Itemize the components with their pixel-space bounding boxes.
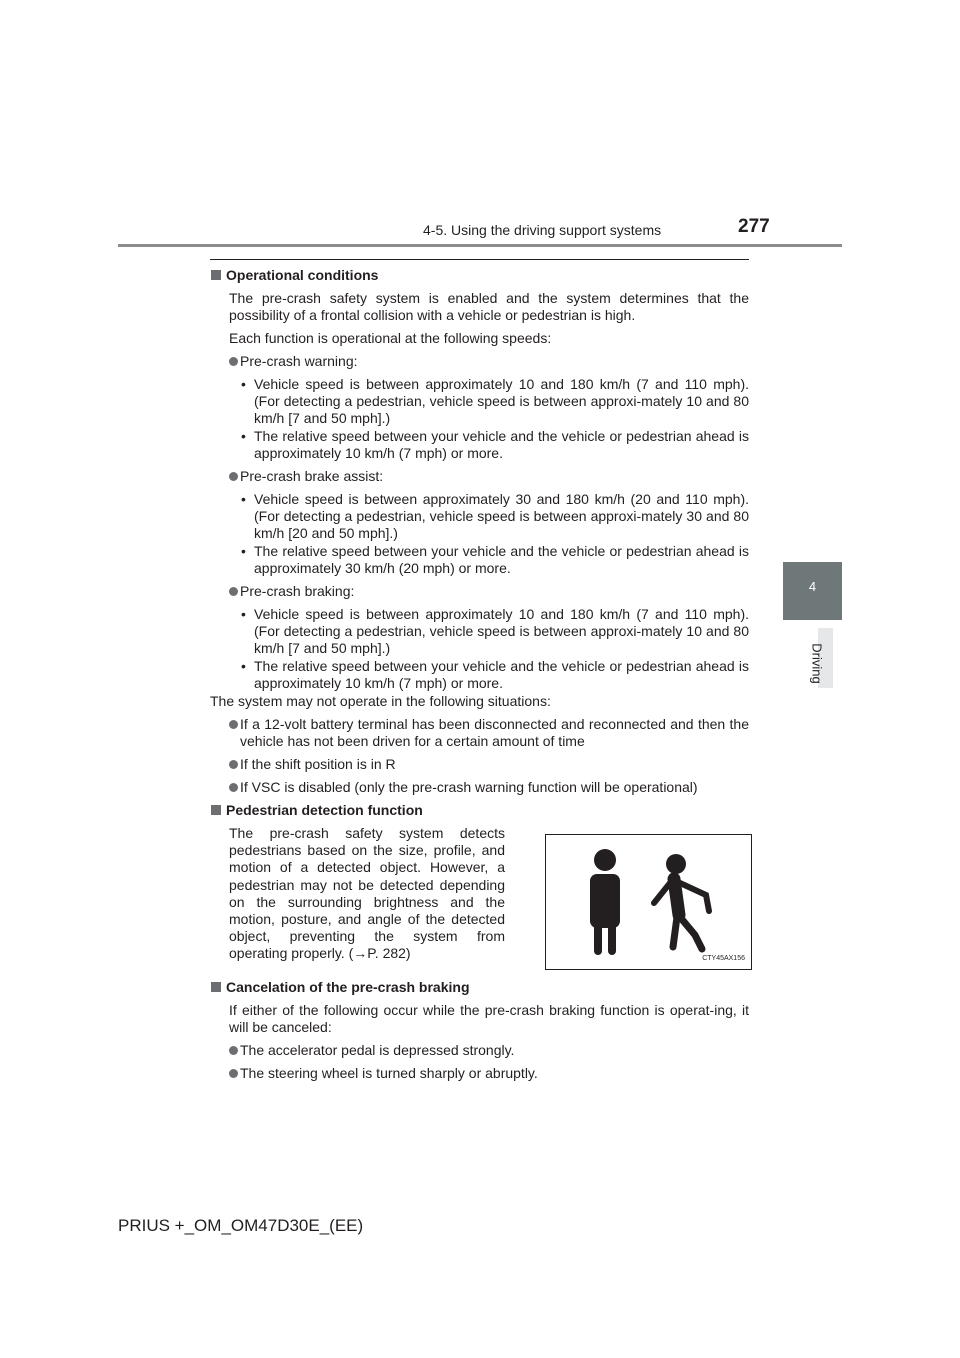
sub-item [241,658,749,692]
dot-marker-icon: • [241,376,246,392]
bullet-item [229,353,749,370]
dot-marker-icon: • [241,606,246,622]
circle-bullet-icon [229,1046,238,1055]
paragraph: The pre-crash safety system is enabled and the system determines that the possibility of a frontal collision with a vehicle or pedestrian is high. [229,290,749,323]
bullet-text: If a 12-volt battery terminal has been disconnected and reconnected and then the vehicle has not been driven for a certain amount of time [240,716,749,749]
circle-bullet-icon [229,760,238,769]
bullet-item [229,779,749,796]
bullet-item [229,1065,749,1082]
figure-code: CTY45AX156 [702,955,745,962]
dot-marker-icon: • [241,658,246,674]
circle-bullet-icon [229,783,238,792]
bullet-item [229,468,749,485]
bullet-text: If the shift position is in R [240,756,396,772]
sub-item [241,606,749,657]
dot-marker-icon: • [241,543,246,559]
paragraph: If either of the following occur while the pre-crash braking function is operat-ing, it will be canceled: [229,1002,749,1035]
sub-item-text: Vehicle speed is between approximately 10 and 180 km/h (7 and 110 mph). (For detecting a pedestrian, vehicle speed is between approxi-mately 10 and 80 km/h [7 and 50 mph].) [254,606,749,656]
sub-item [241,376,749,427]
paragraph: The system may not operate in the following situations: [210,693,551,709]
sub-item-text: The relative speed between your vehicle and the vehicle or pedestrian ahead is approximately 30 km/h (20 mph) or more. [254,543,749,576]
circle-bullet-icon [229,720,238,729]
heading-text: Operational conditions [226,267,379,283]
section-heading-pedestrian [210,802,749,819]
walking-pedestrian-icon [654,854,709,949]
chapter-tab-number: 4 [808,579,817,594]
page-content [210,267,749,1088]
bullet-text: Pre-crash brake assist: [240,468,384,484]
sub-item-text: Vehicle speed is between approximately 10 and 180 km/h (7 and 110 mph). (For detecting a pedestrian, vehicle speed is between approxi-mately 10 and 80 km/h [7 and 50 mph].) [254,376,749,426]
square-bullet-icon [211,270,221,280]
sub-item-text: The relative speed between your vehicle and the vehicle or pedestrian ahead is approximately 10 km/h (7 mph) or more. [254,428,749,461]
bullet-item [229,1042,749,1059]
pedestrian-illustration [546,835,751,969]
circle-bullet-icon [229,587,238,596]
sub-item-text: Vehicle speed is between approximately 30 and 180 km/h (20 and 110 mph). (For detecting a pedestrian, vehicle speed is between approxi-mately 30 and 80 km/h [20 and 50 mph].) [254,491,749,541]
square-bullet-icon [211,805,221,815]
bullet-text: Pre-crash warning: [240,353,358,369]
bullet-text: The accelerator pedal is depressed strongly. [240,1042,515,1058]
bullet-text: The steering wheel is turned sharply or abruptly. [240,1065,538,1081]
footer-doc-id: PRIUS +_OM_OM47D30E_(EE) [118,1216,364,1235]
bullet-text: Pre-crash braking: [240,583,355,599]
pedestrian-figure [545,834,752,970]
paragraph: Each function is operational at the following speeds: [229,330,552,346]
bullet-text: If VSC is disabled (only the pre-crash warning function will be operational) [240,779,698,795]
content-top-line [210,259,749,260]
sub-item [241,491,749,542]
sub-item [241,543,749,577]
circle-bullet-icon [229,357,238,366]
section-heading-operational [210,267,749,284]
section-heading-cancelation [210,979,749,996]
bullet-item [229,756,749,773]
square-bullet-icon [211,982,221,992]
page-number: 277 [738,216,770,237]
circle-bullet-icon [229,472,238,481]
sub-item-text: The relative speed between your vehicle and the vehicle or pedestrian ahead is approximately 10 km/h (7 mph) or more. [254,658,749,691]
dot-marker-icon: • [241,491,246,507]
chapter-tab-label: Driving [809,643,825,684]
heading-text: Cancelation of the pre-crash braking [226,979,470,995]
sub-item [241,428,749,462]
header-rule [118,244,842,247]
dot-marker-icon: • [241,428,246,444]
bullet-item [229,583,749,600]
pedestrian-detection-block [229,825,749,973]
circle-bullet-icon [229,1069,238,1078]
bullet-item [229,716,749,750]
header-section-title: 4-5. Using the driving support systems [423,222,662,238]
standing-pedestrian-icon [590,849,620,955]
heading-text: Pedestrian detection function [226,802,423,818]
pedestrian-text: The pre-crash safety system detects pedestrians based on the size, profile, and motion of a detected object. However, a pedestrian may not be detected depending on the surrounding brightness and the motion, posture, and angle of the detected object, preventing the system from operating properly. (→P. 282) [229,825,505,962]
